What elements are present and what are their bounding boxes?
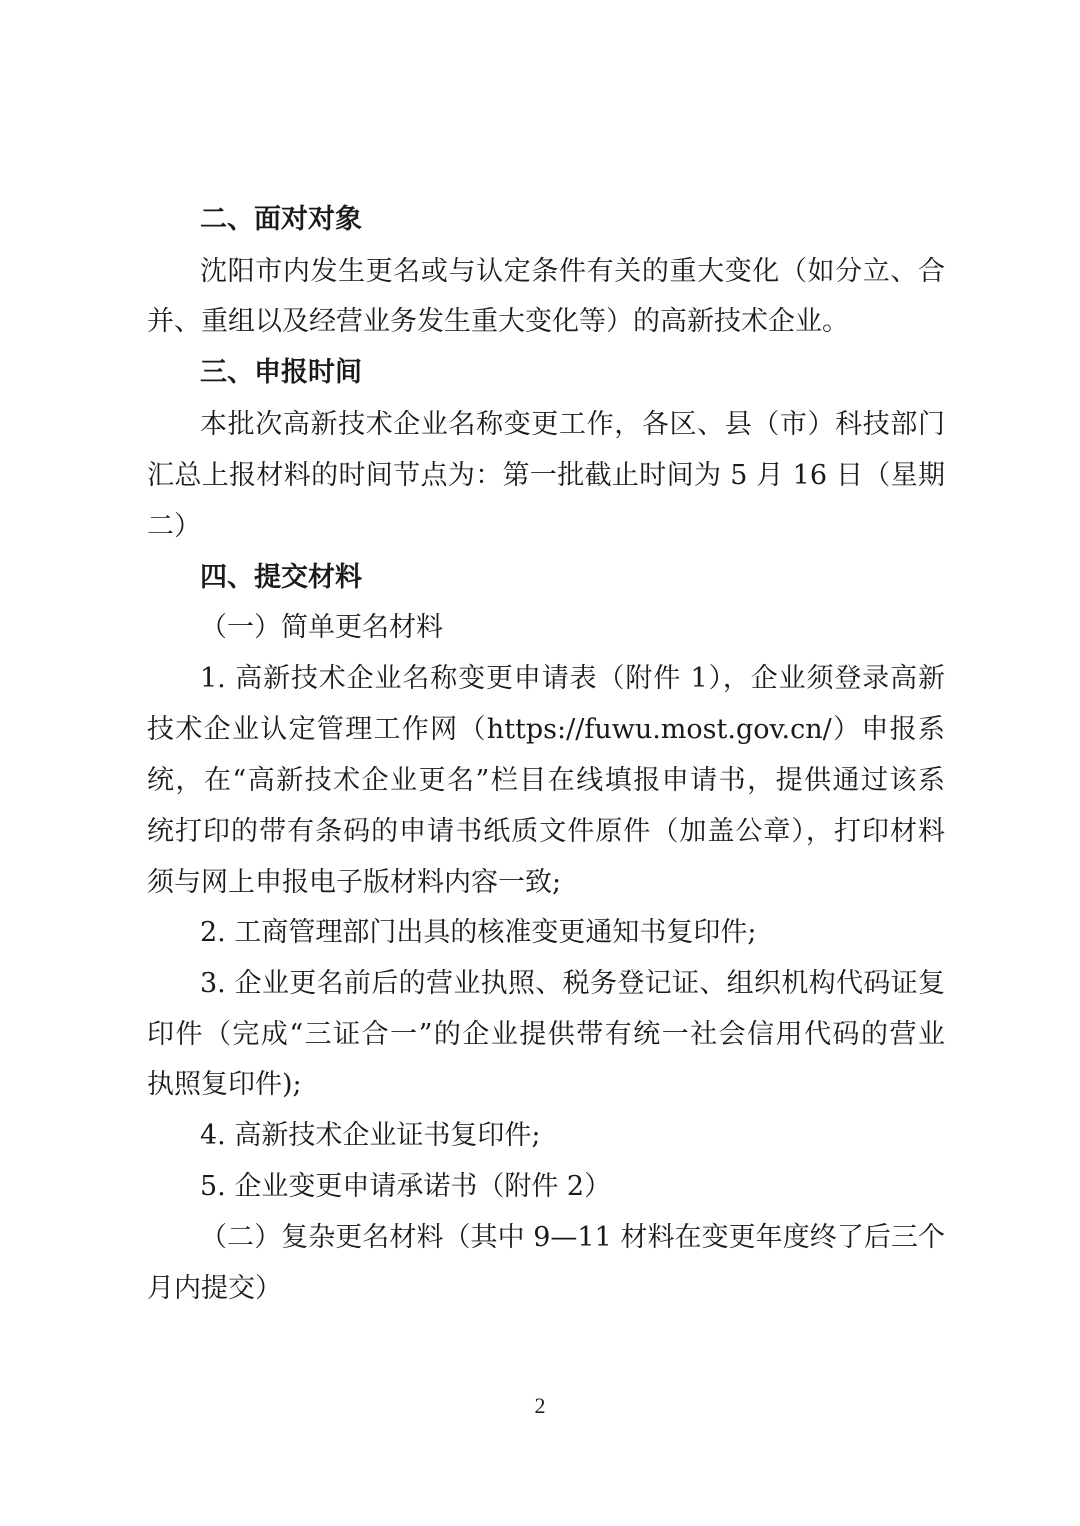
paragraph-line: 并、重组以及经营业务发生重大变化等）的高新技术企业。 (147, 306, 849, 337)
list-item-line: 统打印的带有条码的申请书纸质文件原件（加盖公章），打印材料 (147, 816, 945, 847)
page-number: 2 (534, 1393, 546, 1418)
list-item-line: 1. 高新技术企业名称变更申请表（附件 1），企业须登录高新 (200, 663, 945, 694)
list-item-line: 2. 工商管理部门出具的核准变更通知书复印件; (200, 917, 757, 948)
section-heading-time: 三、申报时间 (200, 357, 362, 388)
section-heading-target: 二、面对对象 (200, 204, 362, 235)
section-heading-materials: 四、提交材料 (200, 562, 362, 593)
list-item-line: 5. 企业变更申请承诺书（附件 2） (200, 1171, 612, 1202)
list-item-line: 须与网上申报电子版材料内容一致; (147, 867, 562, 898)
list-item-line: 执照复印件); (147, 1069, 302, 1100)
subsection-title: （二）复杂更名材料（其中 9—11 材料在变更年度终了后三个 (200, 1222, 945, 1253)
subsection-title: 月内提交） (147, 1273, 282, 1304)
list-item-line: 印件（完成“三证合一”的企业提供带有统一社会信用代码的营业 (147, 1019, 945, 1050)
list-item-line: 技术企业认定管理工作网（https://fuwu.most.gov.cn/）申报系 (147, 714, 945, 745)
paragraph-line: 沈阳市内发生更名或与认定条件有关的重大变化（如分立、合 (200, 256, 945, 287)
paragraph-line: 汇总上报材料的时间节点为：第一批截止时间为 5 月 16 日（星期 (147, 460, 945, 491)
list-item-line: 统，在“高新技术企业更名”栏目在线填报申请书，提供通过该系 (147, 765, 945, 796)
list-item-line: 3. 企业更名前后的营业执照、税务登记证、组织机构代码证复 (200, 968, 945, 999)
paragraph-line: 二） (147, 511, 201, 542)
list-item-line: 4. 高新技术企业证书复印件; (200, 1120, 541, 1151)
subsection-title: （一）简单更名材料 (200, 612, 443, 643)
paragraph-line: 本批次高新技术企业名称变更工作，各区、县（市）科技部门 (200, 409, 945, 440)
